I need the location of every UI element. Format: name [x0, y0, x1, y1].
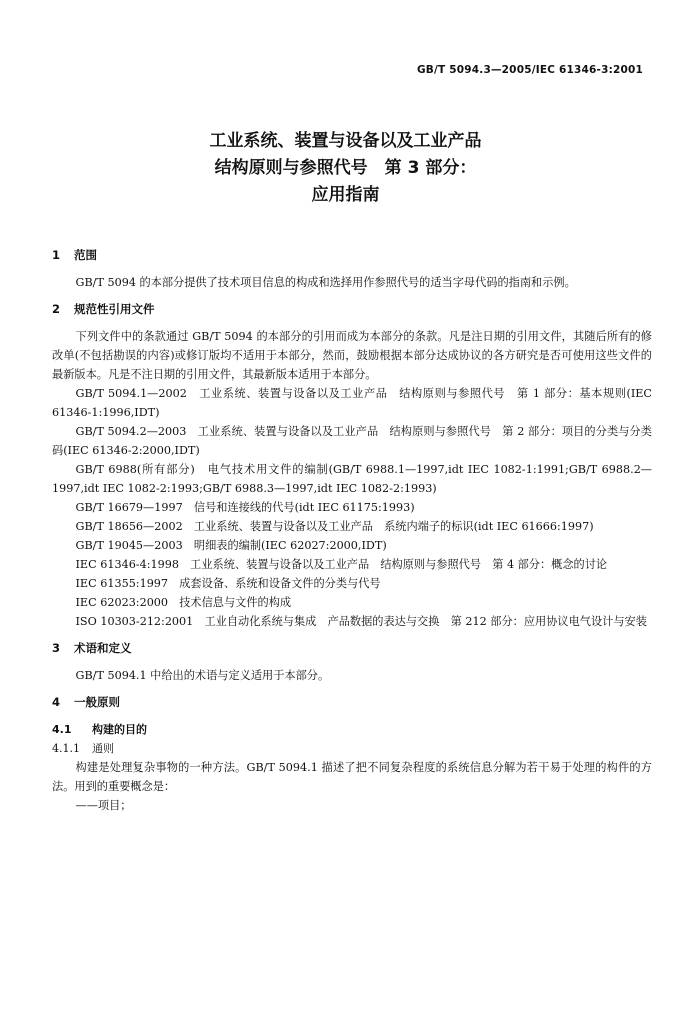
- subsection-number: 4.1.1: [52, 742, 80, 755]
- reference-entry: GB/T 18656—2002 工业系统、装置与设备以及工业产品 系统内端子的标识(idt IEC 61666:1997): [75, 520, 594, 533]
- section-number: 1: [52, 248, 61, 262]
- reference-entry: GB/T 5094.2—2003 工业系统、装置与设备以及工业产品 结构原则与参照代号 第 2 部分：项目的分类与分类码(IEC 61346-2:2000,IDT): [52, 425, 652, 457]
- section-number: 3: [52, 641, 61, 655]
- section-number: 2: [52, 302, 61, 316]
- title-line-2: 结构原则与参照代号 第 3 部分：: [214, 158, 477, 178]
- subsection-4-1-1-heading: [52, 739, 652, 758]
- reference-entry: IEC 62023:2000 技术信息与文件的构成: [75, 596, 292, 609]
- subsection-4-1-heading: [52, 720, 652, 739]
- reference-entry: GB/T 6988(所有部分) 电气技术用文件的编制(GB/T 6988.1—1997,idt IEC 1082-1:1991;GB/T 6988.2—1997,idt IEC 1082-2:1993;GB/T 6988.3—1997,idt IEC 1082-2:1993): [52, 463, 652, 495]
- terms-paragraph: GB/T 5094.1 中给出的术语与定义适用于本部分。: [75, 669, 330, 682]
- structuring-paragraph: 构建是处理复杂事物的一种方法。GB/T 5094.1 描述了把不同复杂程度的系统信息分解为若干易于处理的构件的方法。用到的重要概念是：: [52, 761, 652, 793]
- section-3-heading: [52, 639, 652, 658]
- section-4-heading: [52, 693, 652, 712]
- section-1-heading: [52, 246, 652, 265]
- reference-entry: ISO 10303-212:2001 工业自动化系统与集成 产品数据的表达与交换 第 212 部分：应用协议电气设计与安装: [75, 615, 647, 628]
- reference-entry: IEC 61346-4:1998 工业系统、装置与设备以及工业产品 结构原则与参照代号 第 4 部分：概念的讨论: [75, 558, 608, 571]
- reference-entry: GB/T 19045—2003 明细表的编制(IEC 62027:2000,IDT): [75, 539, 387, 552]
- scope-paragraph: GB/T 5094 的本部分提供了技术项目信息的构成和选择用作参照代号的适当字母代码的指南和示例。: [75, 276, 576, 289]
- document-title: [0, 128, 691, 209]
- subsection-number: 4.1: [52, 723, 72, 736]
- subsection-title: 构建的目的: [92, 723, 147, 736]
- title-line-3: 应用指南: [311, 185, 380, 205]
- normative-references-intro: 下列文件中的条款通过 GB/T 5094 的本部分的引用而成为本部分的条款。凡是注日期的引用文件，其随后所有的修改单(不包括勘误的内容)或修订版均不适用于本部分，然而，鼓励根据本部分达成协议的各方研究是否可使用这些文件的最新版本。凡是不注日期的引用文件，其最新版本适用于本部分。: [52, 330, 652, 381]
- section-title: 范围: [74, 248, 97, 262]
- section-title: 一般原则: [74, 695, 120, 709]
- section-title: 术语和定义: [74, 641, 132, 655]
- reference-entry: IEC 61355:1997 成套设备、系统和设备文件的分类与代号: [75, 577, 381, 590]
- subsection-title: 通则: [92, 742, 114, 755]
- title-line-1: 工业系统、装置与设备以及工业产品: [209, 131, 482, 151]
- reference-entry: GB/T 5094.1—2002 工业系统、装置与设备以及工业产品 结构原则与参照代号 第 1 部分：基本规则(IEC 61346-1:1996,IDT): [52, 387, 652, 419]
- standard-code-header: GB/T 5094.3—2005/IEC 61346-3:2001: [416, 64, 643, 76]
- list-item: ——项目；: [75, 799, 132, 812]
- reference-entry: GB/T 16679—1997 信号和连接线的代号(idt IEC 61175:1993): [75, 501, 415, 514]
- section-title: 规范性引用文件: [74, 302, 155, 316]
- section-number: 4: [52, 695, 61, 709]
- section-2-heading: [52, 300, 652, 319]
- document-body: [52, 246, 652, 815]
